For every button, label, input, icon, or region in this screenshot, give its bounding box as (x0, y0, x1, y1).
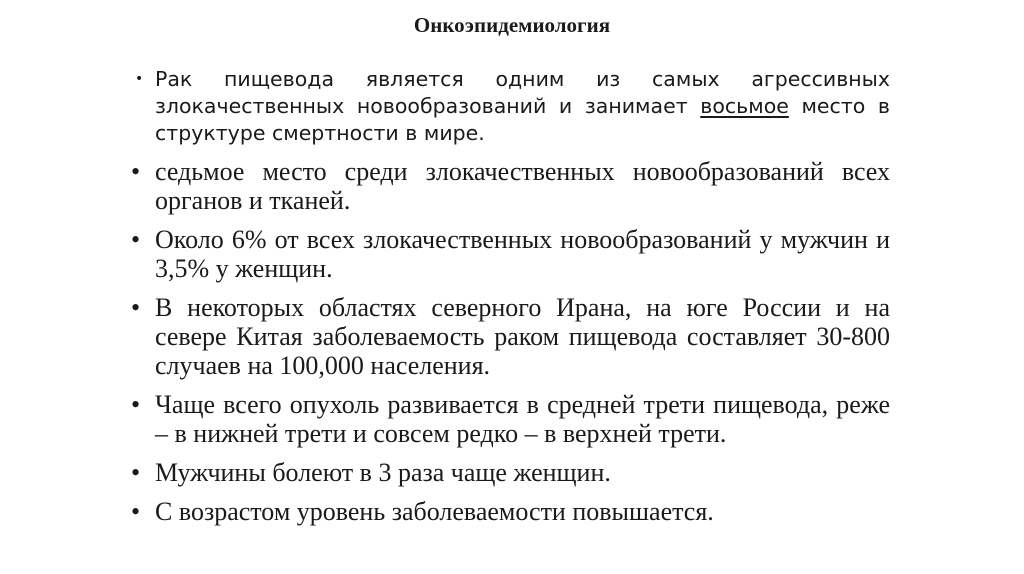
slide-title: Онкоэпидемиология (413, 13, 611, 37)
bullet-item-seventh-place (130, 157, 890, 215)
bullet-text: Около 6% от всех злокачественных новообразований у мужчин и 3,5% у женщин. (155, 225, 890, 283)
bullet-underlined-word: восьмое (700, 94, 789, 118)
bullet-text-after: место в структуре смертности в мире. (155, 94, 890, 145)
bullet-text: Мужчины болеют в 3 раза чаще женщин. (155, 458, 611, 487)
bullet-list (130, 66, 890, 536)
bullet-marker: • (131, 458, 141, 487)
bullet-item-sex-ratio (130, 458, 890, 487)
bullet-item-age (130, 497, 890, 526)
bullet-text: Чаще всего опухоль развивается в средней трети пищевода, реже – в нижней трети и совсем редко – в верхней трети. (155, 390, 890, 448)
bullet-item-regions (130, 293, 890, 380)
bullet-item-percentage (130, 225, 890, 283)
bullet-item-esophageal-cancer-rank (130, 66, 890, 147)
bullet-text: седьмое место среди злокачественных новообразований всех органов и тканей. (155, 157, 890, 215)
bullet-marker: • (131, 497, 141, 526)
bullet-marker: • (131, 225, 141, 254)
bullet-marker: • (131, 390, 141, 419)
bullet-text-before: Рак пищевода является одним из самых агрессивных злокачественных новообразований и занимает (155, 67, 890, 118)
bullet-marker: • (131, 293, 141, 322)
bullet-marker: • (131, 157, 141, 186)
bullet-text: С возрастом уровень заболеваемости повышается. (155, 497, 714, 526)
bullet-item-tumor-location (130, 390, 890, 448)
bullet-text: В некоторых областях северного Ирана, на юге России и на севере Китая заболеваемость раком пищевода составляет 30-800 случаев на 100,000 населения. (155, 293, 890, 380)
bullet-marker: • (135, 71, 144, 87)
